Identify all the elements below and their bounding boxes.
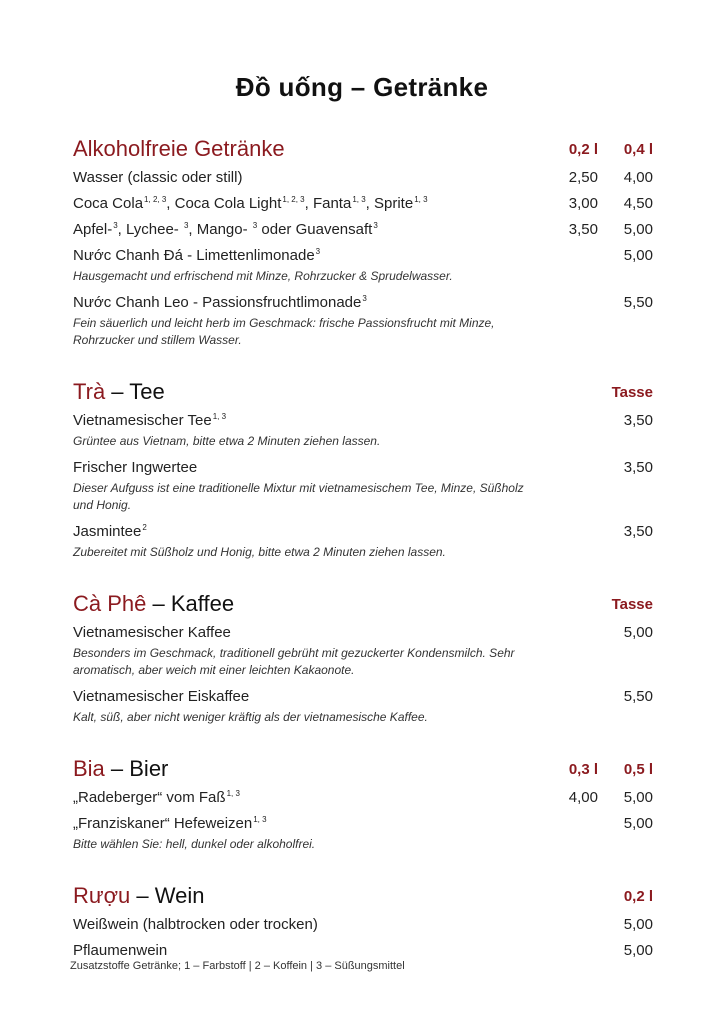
item-name-part: Vietnamesischer Eiskaffee <box>73 687 250 705</box>
additive-footnote-marker: 3 <box>252 220 258 230</box>
menu-item <box>73 784 653 810</box>
item-name-part: Vietnamesischer Kaffee <box>73 623 231 641</box>
item-name <box>73 942 543 959</box>
menu-item-row <box>73 454 653 480</box>
menu-item <box>73 289 653 349</box>
menu-item-row <box>73 164 653 190</box>
menu-item <box>73 216 653 242</box>
section-title-german: – Kaffee <box>146 591 235 616</box>
menu-item-row <box>73 407 653 433</box>
menu-section <box>73 754 653 853</box>
menu-item <box>73 810 653 853</box>
price-column-header: Tasse <box>611 383 653 401</box>
price-column-header: 0,3 l <box>568 760 598 778</box>
item-description: Fein säuerlich und leicht herb im Geschmack: frische Passionsfrucht mit Minze, Rohrzucker und stillem Wasser. <box>73 316 495 347</box>
item-name <box>73 815 543 832</box>
menu-item-row <box>73 810 653 836</box>
additive-footnote-marker: 1, 3 <box>414 194 428 204</box>
price-column-header: 0,4 l <box>623 140 653 158</box>
additive-footnote-marker: 3 <box>373 220 378 230</box>
section-title <box>73 883 573 909</box>
price-column-header: 0,5 l <box>623 760 653 778</box>
item-name-part: Apfel- <box>73 220 113 238</box>
item-name-part: Nước Chanh Leo - Passionsfruchtlimonade <box>73 293 362 311</box>
item-price: 5,00 <box>623 941 653 959</box>
menu-item-row <box>73 216 653 242</box>
menu-item-row <box>73 683 653 709</box>
menu-item <box>73 911 653 937</box>
section-title-vietnamese: Alkoholfreie Getränke <box>73 136 285 161</box>
item-name <box>73 294 543 311</box>
price-column-header: Tasse <box>611 595 653 613</box>
additive-footnote-marker: 1, 3 <box>352 194 366 204</box>
menu-item <box>73 164 653 190</box>
item-name-part: , Mango- <box>188 220 252 238</box>
menu-item <box>73 683 653 726</box>
item-price: 5,00 <box>623 623 653 641</box>
item-price: 5,00 <box>623 220 653 238</box>
section-title-german: – Bier <box>104 756 169 781</box>
item-name <box>73 247 543 264</box>
section-title-vietnamese: Trà <box>73 379 106 404</box>
item-price: 3,50 <box>623 458 653 476</box>
item-name <box>73 789 543 806</box>
item-price: 4,00 <box>623 168 653 186</box>
menu-item <box>73 242 653 285</box>
page-title: Đồ uống – Getränke <box>235 72 489 102</box>
section-title <box>73 379 573 405</box>
item-description: Zubereitet mit Süßholz und Honig, bitte etwa 2 Minuten ziehen lassen. <box>73 545 446 559</box>
item-name-part: , Lychee- <box>117 220 183 238</box>
item-price: 5,50 <box>623 687 653 705</box>
item-name <box>73 412 543 429</box>
item-name <box>73 523 543 540</box>
item-name <box>73 169 543 186</box>
additive-footnote-marker: 1, 2, 3 <box>144 194 167 204</box>
item-price: 2,50 <box>568 168 598 186</box>
additive-footnote-marker: 3 <box>183 220 189 230</box>
menu-item-row <box>73 518 653 544</box>
item-description: Grüntee aus Vietnam, bitte etwa 2 Minuten ziehen lassen. <box>73 434 381 448</box>
section-title-vietnamese: Cà Phê <box>73 591 147 616</box>
menu-section <box>73 134 653 349</box>
item-price: 3,00 <box>568 194 598 212</box>
item-price: 4,50 <box>623 194 653 212</box>
menu-section <box>73 881 653 963</box>
item-name-part: Frischer Ingwertee <box>73 458 198 476</box>
menu-item <box>73 407 653 450</box>
additive-footnote-marker: 1, 2, 3 <box>282 194 305 204</box>
menu-item-row <box>73 242 653 268</box>
item-description: Kalt, süß, aber nicht weniger kräftig als der vietnamesische Kaffee. <box>73 710 428 724</box>
menu-item-row <box>73 619 653 645</box>
additive-footnote-marker: 3 <box>113 220 118 230</box>
additive-footnote-marker: 1, 3 <box>253 814 267 824</box>
item-name-part: Wasser (classic oder still) <box>73 168 243 186</box>
section-title <box>73 136 543 162</box>
section-title-vietnamese: Bia <box>73 756 105 781</box>
menu-item-row <box>73 190 653 216</box>
menu-item <box>73 454 653 514</box>
menu-section <box>73 377 653 561</box>
menu-section <box>73 589 653 726</box>
item-name-part: Coca Cola <box>73 194 144 212</box>
item-name-part: Nước Chanh Đá - Limettenlimonade <box>73 246 315 264</box>
item-name <box>73 688 543 705</box>
item-name <box>73 195 543 212</box>
section-heading <box>73 754 653 784</box>
section-heading <box>73 377 653 407</box>
item-description: Bitte wählen Sie: hell, dunkel oder alkoholfrei. <box>73 837 316 851</box>
section-title-german: – Tee <box>105 379 165 404</box>
item-name-part: „Franziskaner“ Hefeweizen <box>73 814 253 832</box>
section-heading <box>73 589 653 619</box>
price-column-header: 0,2 l <box>568 140 598 158</box>
item-name-part: Pflaumenwein <box>73 941 168 959</box>
item-name-part: Weißwein (halbtrocken oder trocken) <box>73 915 318 933</box>
item-price: 5,50 <box>623 293 653 311</box>
menu-item <box>73 619 653 679</box>
item-name-part: „Radeberger“ vom Faß <box>73 788 226 806</box>
item-price: 5,00 <box>623 246 653 264</box>
item-name <box>73 916 543 933</box>
additive-footnote-marker: 3 <box>362 293 367 303</box>
menu-item-row <box>73 784 653 810</box>
menu-item-row <box>73 289 653 315</box>
item-price: 5,00 <box>623 915 653 933</box>
additive-footnote-marker: 2 <box>142 522 147 532</box>
item-description: Hausgemacht und erfrischend mit Minze, Rohrzucker & Sprudelwasser. <box>73 269 453 283</box>
item-name <box>73 221 543 238</box>
item-name-part: , Coca Cola Light <box>166 194 282 212</box>
menu-item <box>73 518 653 561</box>
section-title-german: – Wein <box>130 883 205 908</box>
item-price: 3,50 <box>623 522 653 540</box>
item-price: 5,00 <box>623 814 653 832</box>
item-description: Besonders im Geschmack, traditionell gebrüht mit gezuckerter Kondensmilch. Sehr aromatisch, aber weich mit einer leichten Kakaonote. <box>73 646 515 677</box>
item-description: Dieser Aufguss ist eine traditionelle Mixtur mit vietnamesischem Tee, Minze, Süßholz und Honig. <box>73 481 524 512</box>
menu-item <box>73 190 653 216</box>
drinks-menu <box>73 134 653 991</box>
additive-footnote-marker: 1, 3 <box>212 411 227 421</box>
price-column-header: 0,2 l <box>623 887 653 905</box>
item-price: 3,50 <box>568 220 598 238</box>
item-name-part: oder Guavensaft <box>257 220 373 238</box>
section-title <box>73 591 573 617</box>
item-name-part: , Fanta <box>304 194 352 212</box>
additives-footnote: Zusatzstoffe Getränke; 1 – Farbstoff | 2 – Koffein | 3 – Süßungsmittel <box>70 960 405 972</box>
section-heading <box>73 881 653 911</box>
item-price: 4,00 <box>568 788 598 806</box>
menu-item-row <box>73 911 653 937</box>
additive-footnote-marker: 1, 3 <box>226 788 240 798</box>
item-price: 5,00 <box>623 788 653 806</box>
section-heading <box>73 134 653 164</box>
item-price: 3,50 <box>623 411 653 429</box>
item-name <box>73 624 543 641</box>
item-name-part: Vietnamesischer Tee <box>73 411 212 429</box>
section-title <box>73 756 543 782</box>
item-name-part: , Sprite <box>365 194 414 212</box>
item-name-part: Jasmintee <box>73 522 142 540</box>
additive-footnote-marker: 3 <box>315 246 321 256</box>
section-title-vietnamese: Rượu <box>73 883 131 908</box>
item-name <box>73 459 543 476</box>
